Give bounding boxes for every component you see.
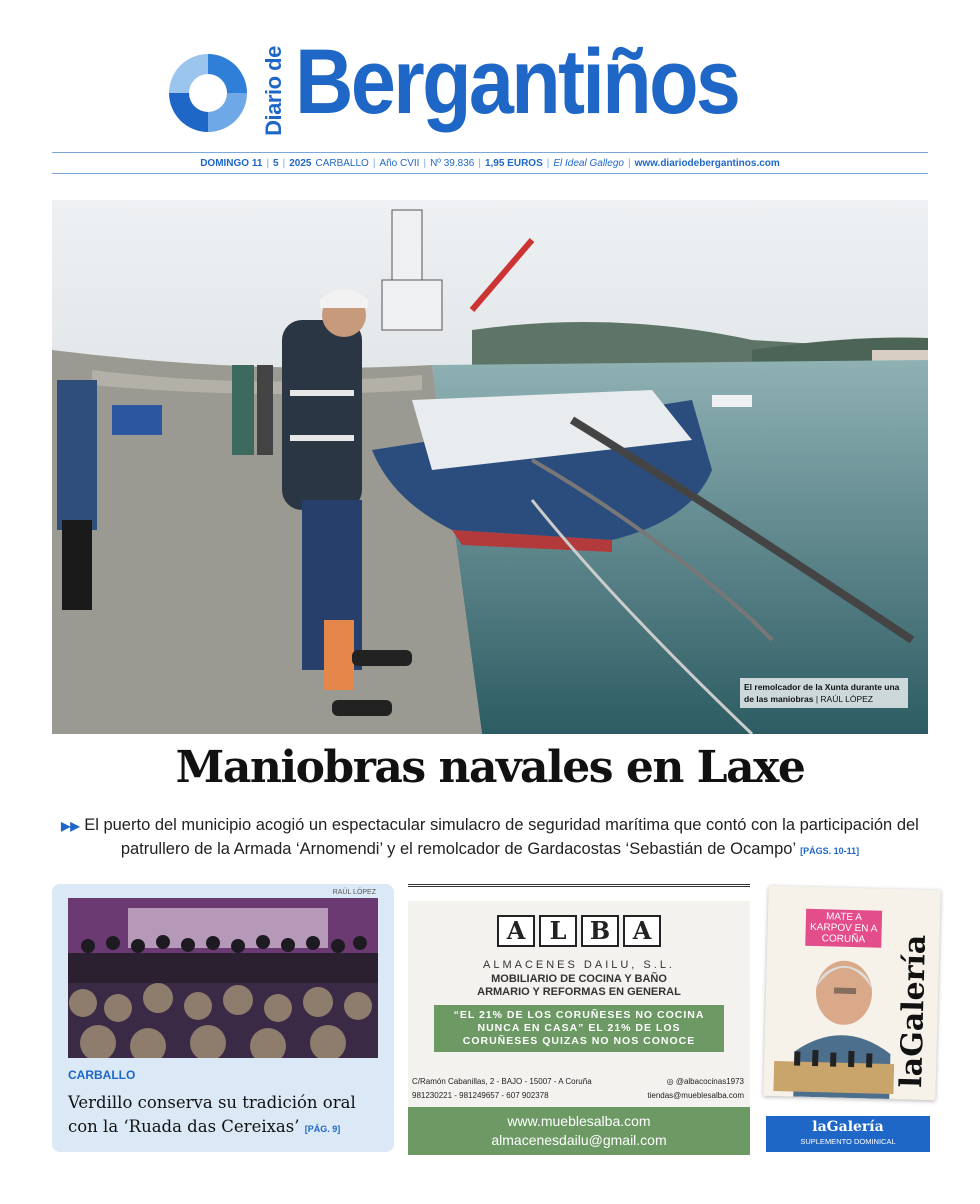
supplement-title: laGalería xyxy=(812,1119,884,1135)
caption-credit: RAÚL LÓPEZ xyxy=(820,694,873,704)
ad-logo-letter: A xyxy=(623,915,661,947)
date-month: 5 xyxy=(273,157,279,169)
ad-email[interactable]: almacenesdailu@gmail.com xyxy=(491,1132,667,1148)
dateline: DOMINGO 11 | 5 | 2025 CARBALLO | Año CVII | Nº 39.836 | 1,95 EUROS | El Ideal Gallego | www.diariodebergantinos.com xyxy=(52,152,928,174)
ad-website[interactable]: www.mueblesalba.com xyxy=(507,1113,651,1129)
ad-company: ALMACENES DAILU, S.L. xyxy=(483,959,675,971)
ad-instagram[interactable]: ◎ @albacocinas1973 xyxy=(666,1077,744,1086)
ad-logo-letter: B xyxy=(581,915,619,947)
ad-phones: 981230221 - 981249657 - 607 902378 xyxy=(412,1091,549,1100)
issue-number: Nº 39.836 xyxy=(430,157,475,169)
date-city: CARBALLO xyxy=(315,157,369,169)
instagram-icon: ◎ xyxy=(666,1077,674,1086)
photo-caption: El remolcador de la Xunta durante una de las maniobras | RAÚL LÓPEZ xyxy=(740,678,908,708)
supplement-promo[interactable] xyxy=(762,884,938,1152)
ad-contact xyxy=(647,1075,744,1103)
teaser-card[interactable] xyxy=(52,884,394,1152)
ad-quote: “EL 21% DE LOS CORUÑESES NO COCINA NUNCA EN CASA” EL 21% DE LOS CORUÑESES QUIZAS NO NOS CONOCE xyxy=(434,1005,724,1052)
teaser-title-text: Verdillo conserva su tradición oral con la ‘Ruada das Cereixas’ xyxy=(68,1093,356,1136)
lead-lede: El puerto del municipio acogió un espectacular simulacro de seguridad marítima que contó con la participación del patrullero de la Armada ‘Arnomendi’ y el remolcador de Gardacostas ‘Sebastián de Ocampo’ xyxy=(84,816,919,858)
double-arrow-icon: ▶▶ xyxy=(61,819,80,833)
advertisement[interactable] xyxy=(408,884,750,1152)
date-day: DOMINGO 11 xyxy=(200,157,263,169)
website-link[interactable]: www.diariodebergantinos.com xyxy=(634,157,780,169)
lead-headline[interactable]: Maniobras navales en Laxe xyxy=(175,742,805,793)
tagline: El Ideal Gallego xyxy=(553,157,624,169)
masthead xyxy=(0,0,980,169)
ad-service-line-2: ARMARIO Y REFORMAS EN GENERAL xyxy=(477,986,681,998)
ad-service-line-1: MOBILIARIO DE COCINA Y BAÑO xyxy=(491,973,667,985)
cover-title: laGalería xyxy=(894,934,934,1089)
supplement-bar[interactable] xyxy=(766,1116,930,1152)
ad-body xyxy=(408,901,750,1155)
ad-web-banner xyxy=(408,1107,750,1155)
masthead-title[interactable]: Bergantiños xyxy=(295,31,739,133)
ad-address-line: C/Ramón Cabanillas, 2 - BAJO - 15007 - A Coruña xyxy=(412,1077,592,1086)
ad-logo xyxy=(497,915,661,947)
cover-headline: MATE A KARPOV EN A CORUÑA xyxy=(805,909,882,948)
ad-logo-letter: A xyxy=(497,915,535,947)
teaser-kicker: CARBALLO xyxy=(68,1068,136,1082)
ad-address xyxy=(412,1075,592,1103)
teaser-title[interactable] xyxy=(68,1091,388,1141)
supplement-subtitle: SUPLEMENTO DOMINICAL xyxy=(800,1137,896,1146)
caption-text: El remolcador de la Xunta durante una de las maniobras xyxy=(744,682,900,704)
price: 1,95 EUROS xyxy=(484,157,543,169)
logo-ring-icon xyxy=(167,52,249,134)
teaser-page-ref[interactable]: [PÁG. 9] xyxy=(304,1124,341,1134)
teaser-photo-credit: RAÚL LÓPEZ xyxy=(332,889,376,896)
ad-logo-letter: L xyxy=(539,915,577,947)
hero-photo[interactable] xyxy=(52,200,928,734)
teaser-photo xyxy=(68,898,378,1058)
harbor-photo-illustration xyxy=(52,200,928,734)
masthead-prefix: Diario de xyxy=(261,46,286,136)
year-number: Año CVII xyxy=(379,157,420,169)
ad-email-small[interactable]: tiendas@mueblesalba.com xyxy=(647,1091,744,1100)
date-year: 2025 xyxy=(289,157,312,169)
lead-summary xyxy=(50,814,930,863)
lead-pages-ref[interactable]: [PÁGS. 10-11] xyxy=(800,846,860,856)
choir-photo-illustration xyxy=(68,898,378,1058)
supplement-cover xyxy=(763,886,940,1100)
